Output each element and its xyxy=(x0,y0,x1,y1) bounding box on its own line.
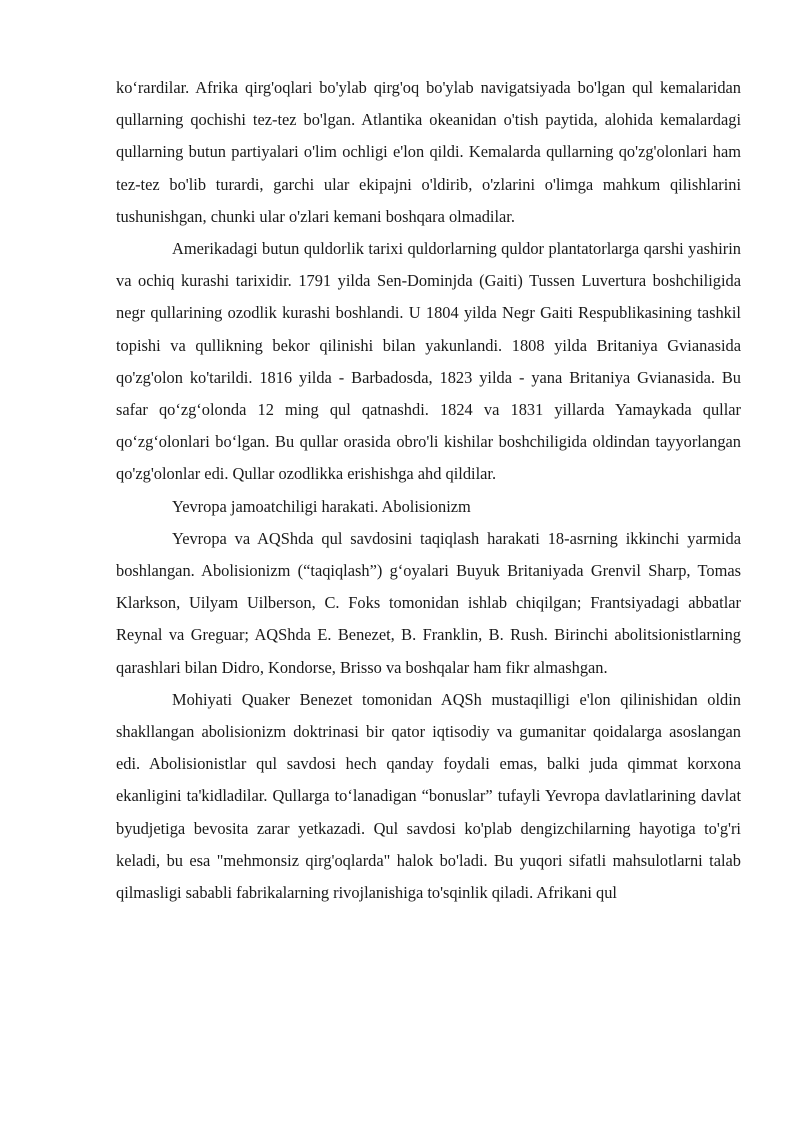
document-body xyxy=(116,72,741,909)
paragraph-continuation: ko‘rardilar. Afrika qirg'oqlari bo'ylab qirg'oq bo'ylab navigatsiyada bo'lgan qul kemalaridan qullarning qochishi tez-tez bo'lgan. Atlantika okeanidan o'tish paytida, alohida kemalardagi qullarning butun partiyalari o'lim ochligi e'lon qildi. Kemalarda qullarning qo'zg'olonlari ham tez-tez bo'lib turardi, garchi ular ekipajni o'ldirib, o'zlarini o'limga mahkum qilishlarini tushunishgan, chunki ular o'zlari kemani boshqara olmadilar. xyxy=(116,78,741,226)
paragraph-abolition-movement: Yevropa va AQShda qul savdosini taqiqlash harakati 18-asrning ikkinchi yarmida boshlangan. Abolisionizm (“taqiqlash”) g‘oyalari Buyuk Britaniyada Grenvil Sharp, Tomas Klarkson, Uilyam Uilberson, C. Foks tomonidan ishlab chiqilgan; Frantsiyadagi abbatlar Reynal va Greguar; AQShda E. Benezet, B. Franklin, B. Rush. Birinchi abolitsionistlarning qarashlari bilan Didro, Kondorse, Brisso va boshqalar ham fikr almashgan. xyxy=(116,528,741,677)
paragraph-slavery-history: Amerikadagi butun quldorlik tarixi quldorlarning quldor plantatorlarga qarshi yashirin va ochiq kurashi tarixidir. 1791 yilda Sen-Dominjda (Gaiti) Tussen Luvertura boshchiligida negr qullarining ozodlik kurashi boshlandi. U 1804 yilda Negr Gaiti Respublikasining tashkil topishi va qullikning bekor qilinishi bilan yakunlandi. 1808 yilda Britaniya Gvianasida qo'zg'olon ko'tarildi. 1816 yilda - Barbadosda, 1823 yilda - yana Britaniya Gvianasida. Bu safar qo‘zg‘olonda 12 ming qul qatnashdi. 1824 va 1831 yillarda Yamaykada qullar qo‘zg‘olonlari bo‘lgan. Bu qullar orasida obro'li kishilar boshchiligida oldindan tayyorlangan qo'zg'olonlar edi. Qullar ozodlikka erishishga ahd qildilar. xyxy=(116,239,741,484)
paragraph-abolition-doctrine: Mohiyati Quaker Benezet tomonidan AQSh mustaqilligi e'lon qilinishidan oldin shakllangan abolisionizm doktrinasi bir qator iqtisodiy va gumanitar qoidalarga asoslangan edi. Abolisionistlar qul savdosi hech qanday foydali emas, balki juda qimmat korxona ekanligini ta'kidladilar. Qullarga to‘lanadigan “bonuslar” tufayli Yevropa davlatlarining davlat byudjetiga bevosita zarar yetkazadi. Qul savdosi ko'plab dengizchilarning hayotiga to'g'ri keladi, bu esa "mehmonsiz qirg'oqlarda" halok bo'ladi. Bu yuqori sifatli mahsulotlarni talab qilmasligi sababli fabrikalarning rivojlanishiga to'sqinlik qiladi. Afrikani qul xyxy=(116,689,741,903)
section-heading: Yevropa jamoatchiligi harakati. Abolisionizm xyxy=(172,496,471,516)
